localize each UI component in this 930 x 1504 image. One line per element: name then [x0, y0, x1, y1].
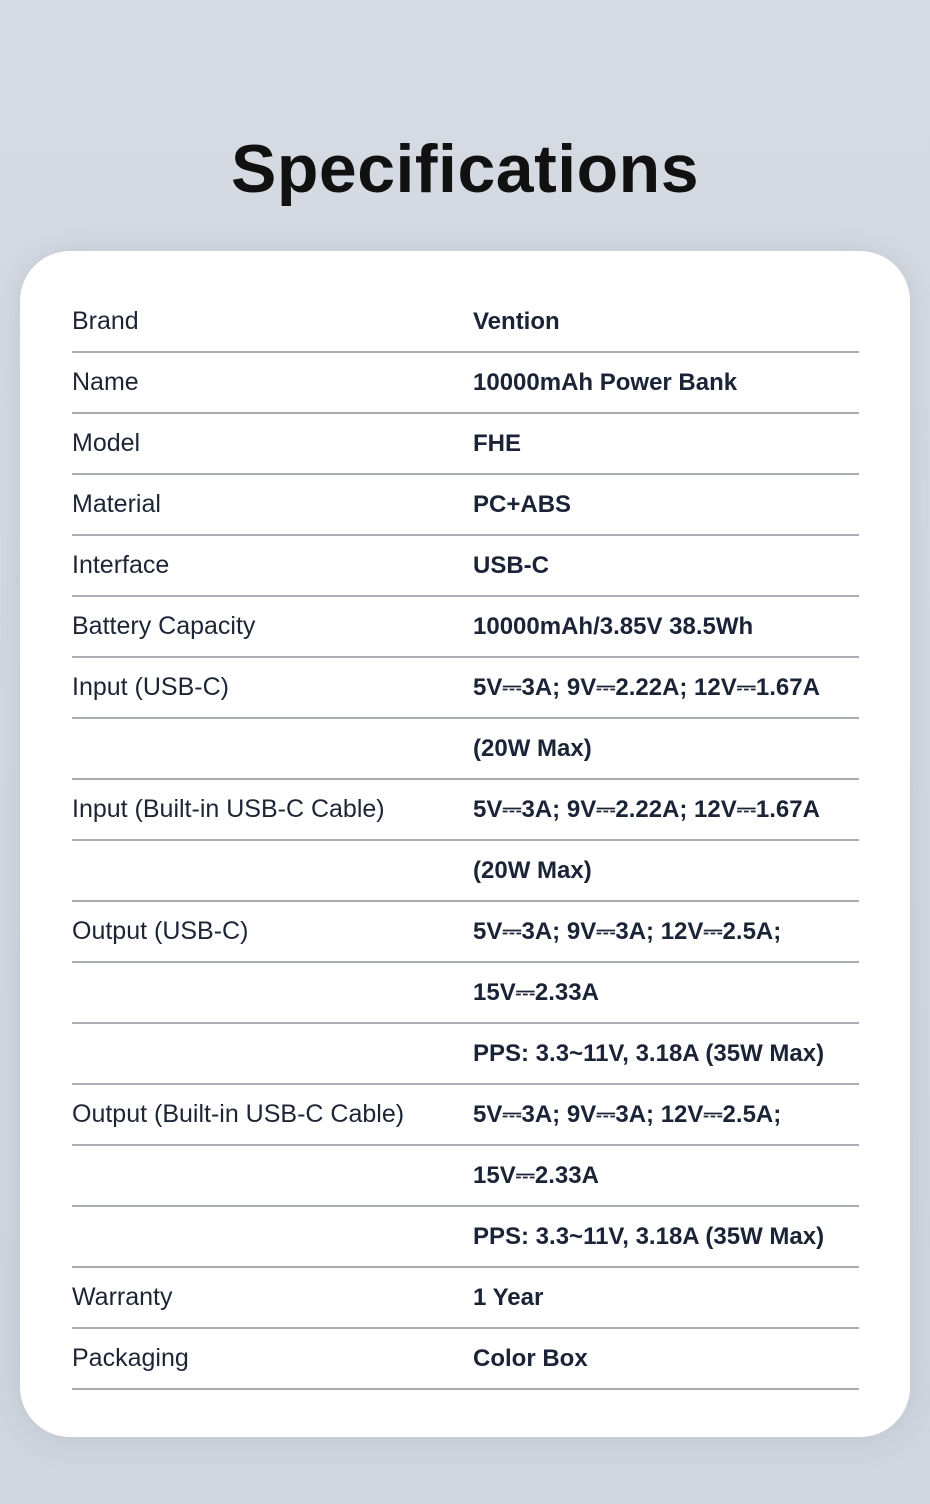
- spec-value: FHE: [473, 429, 521, 457]
- spec-row: [72, 780, 859, 841]
- spec-row: [72, 292, 859, 353]
- spec-row: [72, 414, 859, 475]
- spec-value: 5V⎓3A; 9V⎓3A; 12V⎓2.5A;: [473, 917, 782, 945]
- spec-row: [72, 353, 859, 414]
- spec-row: [72, 963, 859, 1024]
- spec-label: Model: [72, 429, 141, 457]
- spec-label: Name: [72, 368, 139, 396]
- spec-label: Output (Built-in USB-C Cable): [72, 1100, 405, 1128]
- spec-value: 15V⎓2.33A: [473, 1161, 599, 1189]
- spec-row: [72, 475, 859, 536]
- spec-row: [72, 719, 859, 780]
- spec-row: [72, 1268, 859, 1329]
- spec-value: PPS: 3.3~11V, 3.18A (35W Max): [473, 1222, 825, 1250]
- spec-row: [72, 841, 859, 902]
- spec-value: USB-C: [473, 551, 549, 579]
- spec-value: 10000mAh Power Bank: [473, 368, 738, 396]
- spec-row: [72, 1146, 859, 1207]
- spec-row: [72, 1329, 859, 1390]
- spec-label: Output (USB-C): [72, 917, 249, 945]
- spec-value: 1 Year: [473, 1283, 544, 1311]
- specifications-table: [72, 292, 859, 1390]
- spec-label: Packaging: [72, 1344, 189, 1372]
- spec-value: 5V⎓3A; 9V⎓3A; 12V⎓2.5A;: [473, 1100, 782, 1128]
- spec-value: (20W Max): [473, 734, 592, 762]
- spec-label: Battery Capacity: [72, 612, 256, 640]
- spec-row: [72, 597, 859, 658]
- spec-row: [72, 658, 859, 719]
- spec-row: [72, 536, 859, 597]
- spec-value: 5V⎓3A; 9V⎓2.22A; 12V⎓1.67A: [473, 673, 820, 701]
- page-title: Specifications: [230, 131, 700, 207]
- spec-row: [72, 1024, 859, 1085]
- specifications-card: [20, 251, 910, 1437]
- spec-value: 10000mAh/3.85V 38.5Wh: [473, 612, 754, 640]
- spec-label: Interface: [72, 551, 170, 579]
- spec-row: [72, 1085, 859, 1146]
- spec-row: [72, 902, 859, 963]
- spec-label: Material: [72, 490, 161, 518]
- spec-label: Input (Built-in USB-C Cable): [72, 795, 385, 823]
- spec-value: 5V⎓3A; 9V⎓2.22A; 12V⎓1.67A: [473, 795, 820, 823]
- spec-value: (20W Max): [473, 856, 592, 884]
- spec-value: 15V⎓2.33A: [473, 978, 599, 1006]
- spec-value: Color Box: [473, 1344, 588, 1372]
- spec-label: Input (USB-C): [72, 673, 229, 701]
- spec-value: PC+ABS: [473, 490, 572, 518]
- spec-value: Vention: [473, 307, 560, 335]
- spec-value: PPS: 3.3~11V, 3.18A (35W Max): [473, 1039, 825, 1067]
- spec-row: [72, 1207, 859, 1268]
- spec-label: Warranty: [72, 1283, 173, 1311]
- spec-label: Brand: [72, 307, 139, 335]
